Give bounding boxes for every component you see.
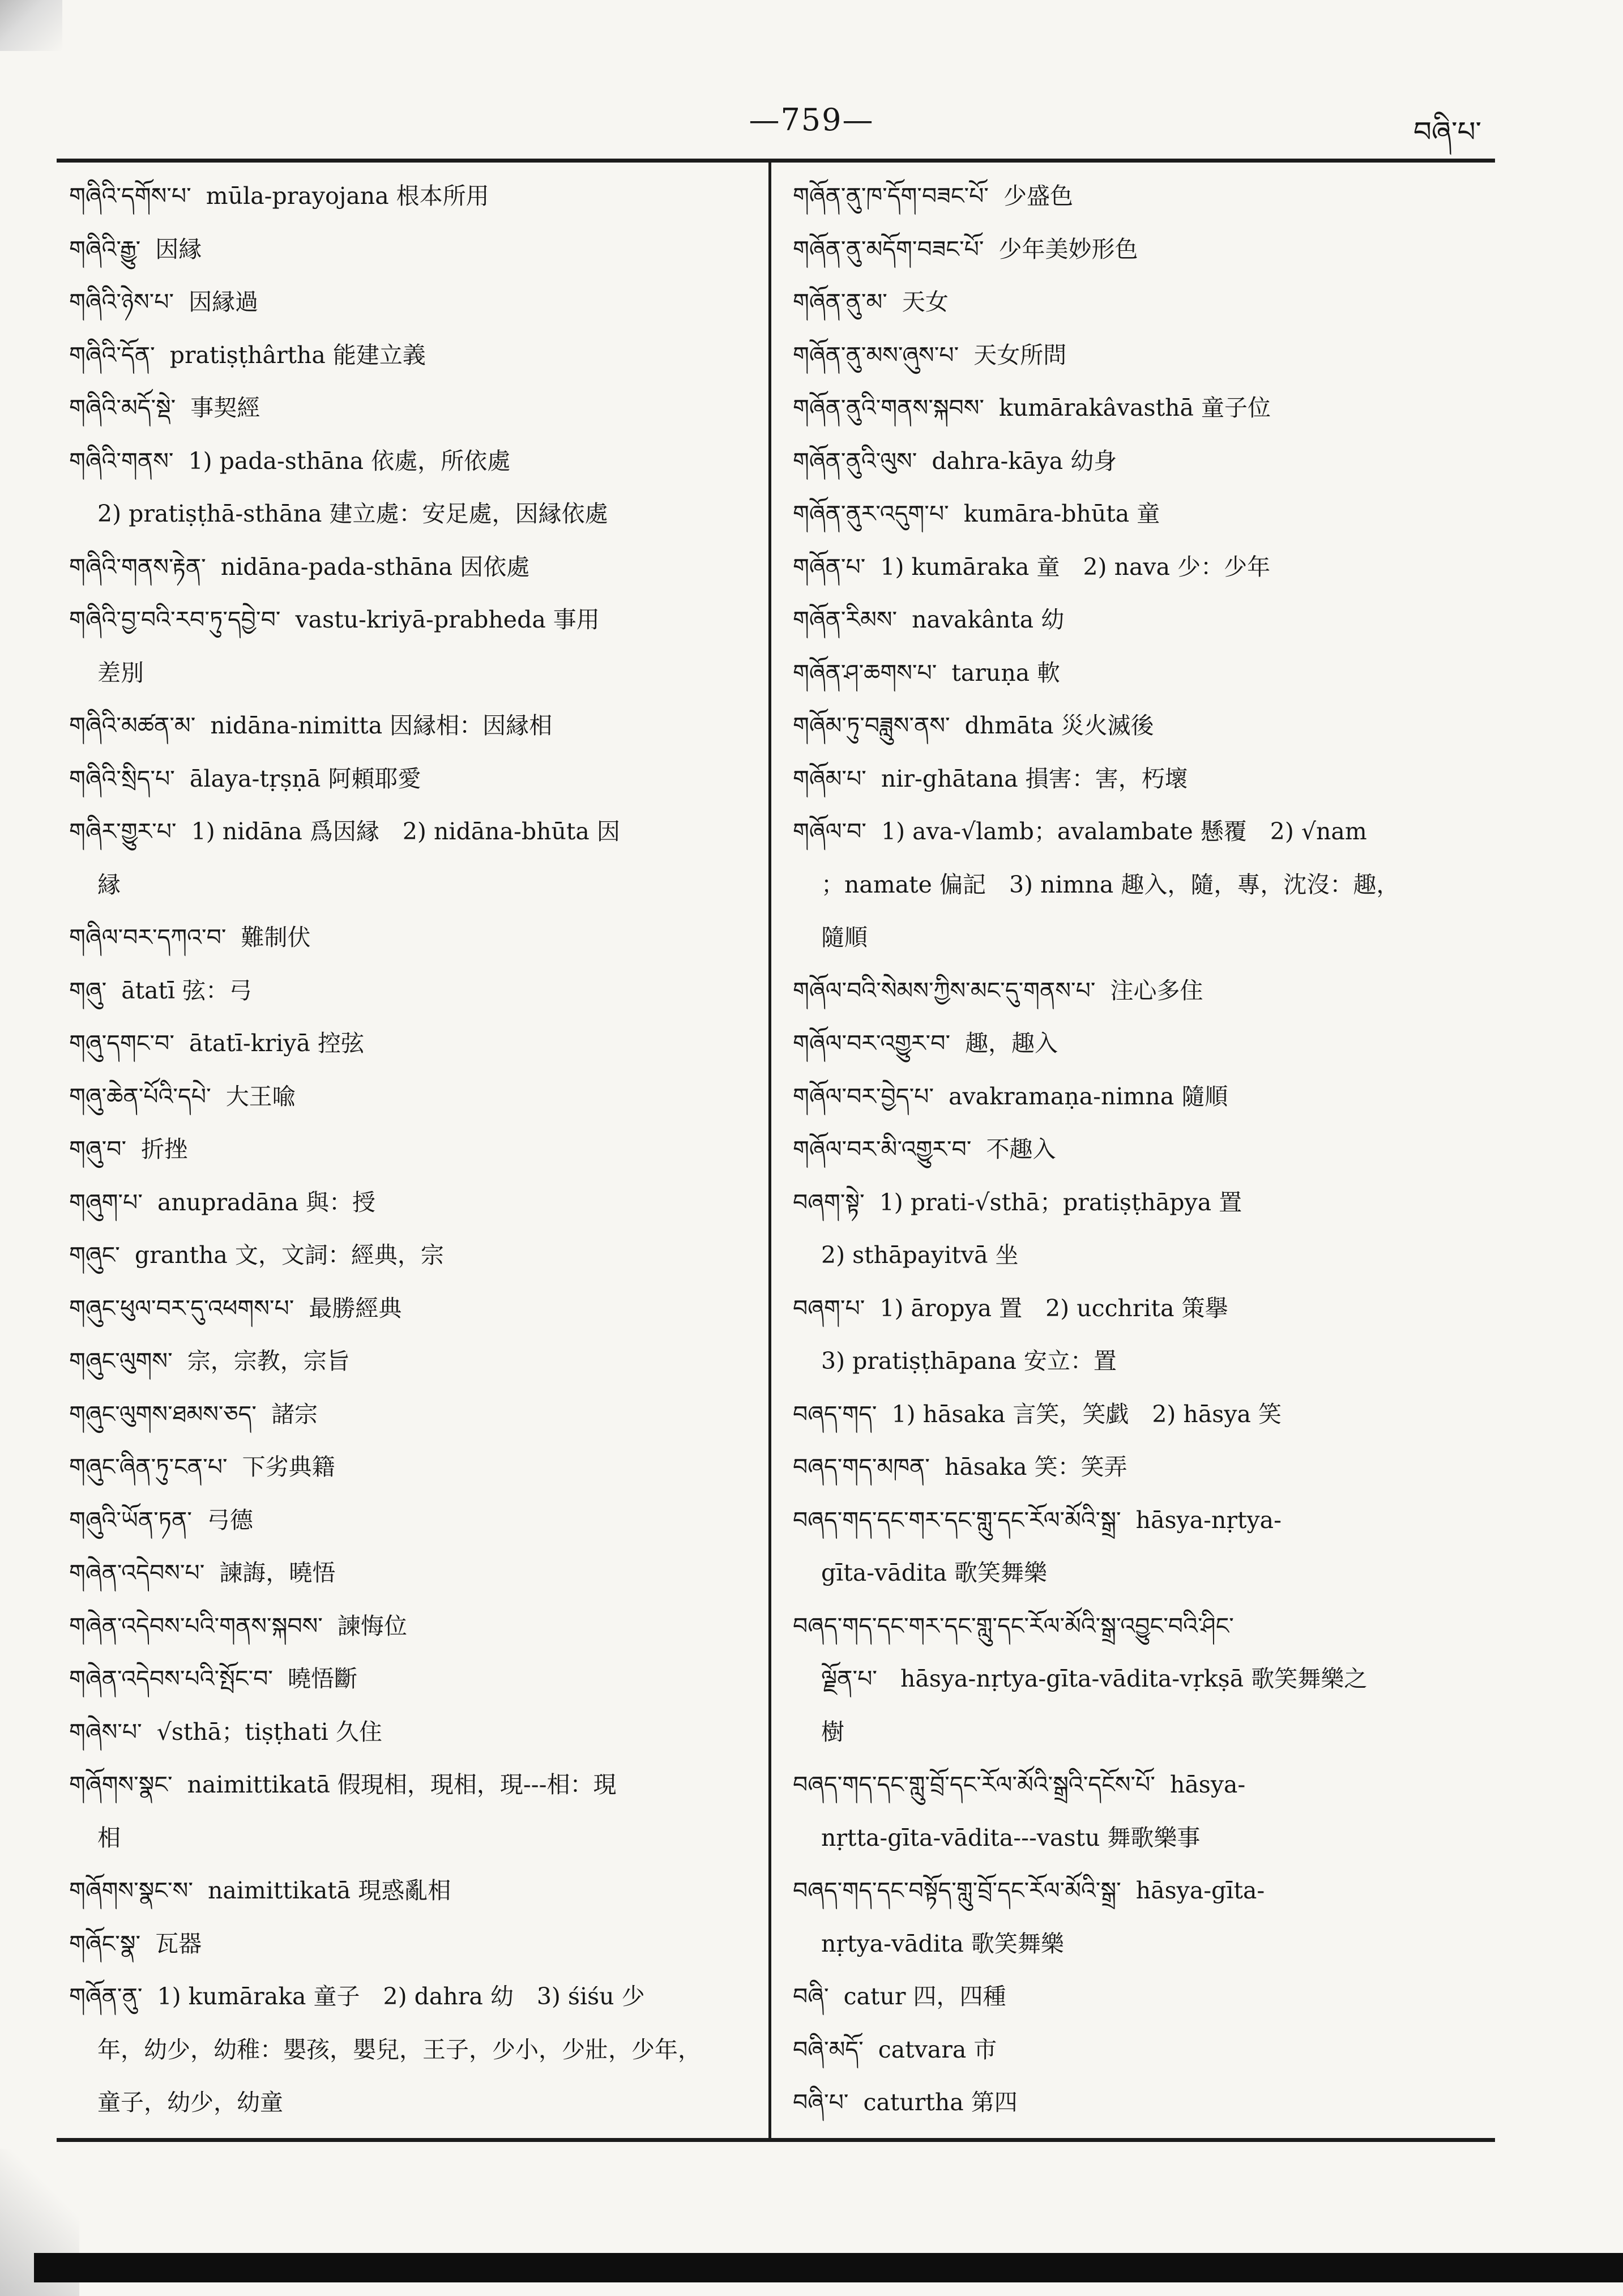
- dictionary-entry: [793, 965, 1472, 1018]
- entry-definition: 差別: [97, 659, 144, 686]
- dictionary-entry: [69, 911, 749, 965]
- tibetan-headword: གཞིའི་གནས་: [69, 447, 174, 475]
- page-number: —759—: [749, 102, 874, 138]
- dictionary-entry: [69, 1123, 749, 1176]
- tibetan-headword: གཞོལ་བར་འགྱུར་བ་: [793, 1030, 951, 1057]
- tibetan-headword: གཞོལ་བ་: [793, 818, 867, 845]
- entry-definition: catvara 市: [878, 2035, 997, 2063]
- entry-definition: 曉悟斷: [287, 1665, 357, 1692]
- dictionary-entry: [69, 276, 749, 329]
- entry-definition: 童子，幼少，幼童: [97, 2089, 283, 2116]
- tibetan-headword: གཞིའི་རྒྱུ་: [69, 235, 141, 263]
- tibetan-headword: བཞི་པ་: [793, 2089, 849, 2116]
- entry-definition: navakânta 幼: [912, 606, 1065, 633]
- tibetan-headword: གཞིའི་མདོ་སྡེ་: [69, 394, 176, 421]
- entry-definition: 相: [97, 1824, 121, 1851]
- entry-definition: 2) sthāpayitvā 坐: [821, 1241, 1019, 1269]
- dictionary-entry: [69, 435, 749, 488]
- dictionary-entry: [69, 1335, 749, 1388]
- tibetan-headword: གཞུ་དགང་བ་: [69, 1030, 174, 1057]
- tibetan-headword: བཞག་པ་: [793, 1294, 865, 1322]
- dictionary-entry-continuation: [793, 1918, 1472, 1971]
- dictionary-entry: [793, 1176, 1472, 1230]
- tibetan-headword: གཞིལ་བར་དཀའ་བ་: [69, 924, 227, 951]
- dictionary-entry: [793, 1759, 1472, 1812]
- dictionary-entry: [793, 1070, 1472, 1124]
- dictionary-entry: [793, 329, 1472, 382]
- entry-definition: hāsya-: [1169, 1771, 1246, 1798]
- dictionary-entry: [69, 382, 749, 435]
- dictionary-entry: [69, 1653, 749, 1706]
- entry-definition: naimittikatā 假現相，現相，現---相：現: [187, 1771, 617, 1798]
- entry-definition: 事契經: [190, 394, 260, 421]
- tibetan-headword: གཞིའི་སྲིད་པ་: [69, 765, 175, 792]
- entry-definition: hāsya-gīta-: [1135, 1877, 1265, 1904]
- entry-definition: anupradāna 與：授: [157, 1188, 376, 1216]
- dictionary-entry: [69, 1494, 749, 1547]
- dictionary-entry: [793, 1600, 1472, 1653]
- dictionary-entry: [69, 699, 749, 753]
- dictionary-entry: [69, 1918, 749, 1971]
- entry-definition: 縁: [97, 870, 121, 898]
- dictionary-entry-continuation: [69, 2024, 749, 2077]
- entry-definition: 少年美妙形色: [998, 235, 1138, 263]
- entry-definition: hāsya-nṛtya-: [1135, 1506, 1282, 1534]
- dictionary-entry: [69, 1017, 749, 1070]
- tibetan-headword: གཞོན་ནུའི་ལུས་: [793, 447, 917, 475]
- entry-definition: 1) ava-√lamb；avalambate 懸覆 2) √nam: [881, 818, 1367, 845]
- tibetan-headword: བཞད་གད་དང་གླུ་བྲོ་དང་རོལ་མོའི་སྒྲའི་དངོས་པོ་: [793, 1771, 1155, 1798]
- dictionary-entry: [793, 2076, 1472, 2129]
- tibetan-headword: གཞོན་རིམས་: [793, 606, 898, 633]
- entry-definition: 注心多住: [1110, 976, 1203, 1004]
- dictionary-entry-continuation: [793, 859, 1472, 912]
- tibetan-headword: གཞུག་པ་: [69, 1188, 143, 1216]
- entry-definition: 1) āropya 置 2) ucchrita 策擧: [879, 1294, 1228, 1322]
- dictionary-entry-continuation: [793, 1229, 1472, 1282]
- dictionary-entry: [793, 2024, 1472, 2077]
- entry-definition: ལྗོན་པ་ hāsya-nṛtya-gīta-vādita-vṛkṣā 歌笑舞樂之: [821, 1665, 1368, 1692]
- entry-definition: ātatī 弦：弓: [121, 976, 253, 1004]
- entry-definition: 2) pratiṣṭhā-sthāna 建立處：安足處，因縁依處: [97, 500, 608, 527]
- dictionary-entry: [793, 1123, 1472, 1176]
- dictionary-entry: [793, 435, 1472, 488]
- tibetan-headword: བཞད་གད་དང་གར་དང་གླུ་དང་རོལ་མོའི་སྒྲ་འབྱུང་བའི་ཤིང་: [793, 1612, 1234, 1640]
- entry-definition: 大王喩: [225, 1082, 296, 1110]
- dictionary-entry: [69, 329, 749, 382]
- entry-definition: 難制伏: [241, 924, 311, 951]
- entry-definition: catur 四，四種: [843, 1983, 1006, 2010]
- tibetan-headword: གཞོན་ཤ་ཆགས་པ་: [793, 659, 937, 686]
- tibetan-headword: གཞུང་ཞིན་ཏུ་ངན་པ་: [69, 1453, 228, 1480]
- entry-definition: 天女所問: [973, 341, 1067, 369]
- entry-definition: 瓦器: [155, 1930, 202, 1957]
- entry-definition: 諫悔位: [337, 1612, 407, 1640]
- tibetan-headword: གཞུ་: [69, 976, 107, 1004]
- dictionary-entry: [69, 805, 749, 859]
- tibetan-headword: བཞག་སྟེ་: [793, 1188, 865, 1216]
- tibetan-headword: གཞོགས་སྣང་: [69, 1771, 173, 1798]
- tibetan-headword: གཞིའི་གནས་རྟེན་: [69, 553, 206, 581]
- dictionary-entry: [69, 1600, 749, 1653]
- entry-definition: vastu-kriyā-prabheda 事用: [295, 606, 600, 633]
- tibetan-headword: གཞོན་ནུ་མས་ཞུས་པ་: [793, 341, 959, 369]
- dictionary-entry: [793, 1864, 1472, 1918]
- entry-definition: 年，幼少，幼稚：嬰孩，嬰兒，王子，少小，少壯，少年，: [97, 2035, 701, 2063]
- tibetan-headword: གཞུང་: [69, 1241, 120, 1269]
- entry-definition: 趣，趣入: [965, 1030, 1058, 1057]
- entry-definition: 少盛色: [1003, 182, 1073, 210]
- entry-definition: avakramaṇa-nimna 隨順: [949, 1082, 1228, 1110]
- dictionary-entry-continuation: [69, 2076, 749, 2129]
- dictionary-entry: [69, 541, 749, 594]
- tibetan-headword: བཞད་གད་དང་གར་དང་གླུ་དང་རོལ་མོའི་སྒྲ་: [793, 1506, 1121, 1534]
- entry-definition: 1) kumāraka 童子 2) dahra 幼 3) śiśu 少: [157, 1983, 645, 2010]
- dictionary-entry: [69, 223, 749, 276]
- tibetan-headword: བཞད་གད་མཁན་: [793, 1453, 930, 1480]
- tibetan-headword: གཞེས་པ་: [69, 1718, 142, 1746]
- left-column: [69, 170, 749, 2129]
- dictionary-entry: [793, 1970, 1472, 2024]
- entry-definition: gīta-vādita 歌笑舞樂: [821, 1559, 1048, 1586]
- right-column: [793, 170, 1472, 2129]
- entry-definition: pratiṣṭhârtha 能建立義: [169, 341, 426, 369]
- dictionary-entry: [69, 1441, 749, 1494]
- entry-definition: nidāna-pada-sthāna 因依處: [220, 553, 530, 581]
- dictionary-entry-continuation: [69, 488, 749, 541]
- dictionary-entry: [69, 170, 749, 223]
- tibetan-headword: བཞད་གད་: [793, 1400, 877, 1428]
- tibetan-headword: གཞུང་ལུགས་ཐམས་ཅད་: [69, 1400, 257, 1428]
- tibetan-headword: གཞོལ་བར་བྱེད་པ་: [793, 1082, 934, 1110]
- tibetan-headword: གཞུ་ཆེན་པོའི་དཔེ་: [69, 1082, 211, 1110]
- dictionary-entry: [793, 276, 1472, 329]
- tibetan-headword: གཞོམ་ཏུ་བཟླུས་ནས་: [793, 712, 950, 739]
- dictionary-entry-continuation: [69, 1812, 749, 1865]
- dictionary-entry: [69, 1282, 749, 1335]
- entry-definition: nṛtta-gīta-vādita---vastu 舞歌樂事: [821, 1824, 1201, 1851]
- tibetan-headword: གཞུང་ལུགས་: [69, 1347, 173, 1375]
- dictionary-entry: [793, 170, 1472, 223]
- dictionary-entry: [793, 753, 1472, 806]
- entry-definition: 樹: [821, 1718, 844, 1746]
- dictionary-entry: [69, 1970, 749, 2024]
- dictionary-entry: [793, 541, 1472, 594]
- dictionary-entry-continuation: [793, 1653, 1472, 1706]
- tibetan-headword: གཞོང་སྣ་: [69, 1930, 141, 1957]
- entry-definition: 諸宗: [271, 1400, 318, 1428]
- tibetan-headword: གཞིར་གྱུར་པ་: [69, 818, 177, 845]
- entry-definition: 1) nidāna 爲因縁 2) nidāna-bhūta 因: [191, 818, 620, 845]
- dictionary-entry: [793, 223, 1472, 276]
- entry-definition: ；namate 偏記 3) nimna 趣入，隨，專，沈沒：趣，: [821, 870, 1400, 898]
- dictionary-entry: [793, 1017, 1472, 1070]
- entry-definition: 弓德: [206, 1506, 253, 1534]
- tibetan-headword: གཞིའི་བྱ་བའི་རབ་ཏུ་དབྱེ་བ་: [69, 606, 281, 633]
- entry-definition: 不趣入: [986, 1136, 1056, 1163]
- entry-definition: 因縁: [155, 235, 202, 263]
- entry-definition: nṛtya-vādita 歌笑舞樂: [821, 1930, 1064, 1957]
- dictionary-entry: [69, 1229, 749, 1282]
- dictionary-entry: [793, 805, 1472, 859]
- dictionary-entry: [793, 1282, 1472, 1335]
- entry-definition: mūla-prayojana 根本所用: [206, 182, 489, 210]
- entry-definition: hāsaka 笑：笑弄: [944, 1453, 1127, 1480]
- tibetan-headword: གཞོལ་བར་མི་འགྱུར་བ་: [793, 1136, 972, 1163]
- dictionary-entry: [793, 699, 1472, 753]
- entry-definition: naimittikatā 現惑亂相: [207, 1877, 451, 1904]
- dictionary-entry-continuation: [69, 647, 749, 700]
- tibetan-headword: གཞོལ་བའི་སེམས་ཀྱིས་མང་དུ་གནས་པ་: [793, 976, 1096, 1004]
- tibetan-headword: གཞོན་ནུ་ཁ་དོག་བཟང་པོ་: [793, 182, 989, 210]
- entry-definition: ālaya-tṛṣṇā 阿頼耶愛: [189, 765, 421, 792]
- tibetan-headword: གཞེན་འདེབས་པ་: [69, 1559, 205, 1586]
- entry-definition: 因縁過: [189, 288, 259, 315]
- dictionary-entry: [793, 1441, 1472, 1494]
- entry-definition: caturtha 第四: [863, 2089, 1018, 2116]
- tibetan-headword: བཞི་: [793, 1983, 829, 2010]
- tibetan-headword: གཞིའི་དོན་: [69, 341, 155, 369]
- dictionary-entry-continuation: [793, 1706, 1472, 1759]
- tibetan-headword: གཞུང་ཕུལ་བར་དུ་འཕགས་པ་: [69, 1294, 294, 1322]
- dictionary-entry-continuation: [793, 1335, 1472, 1388]
- entry-definition: 諫誨，曉悟: [219, 1559, 336, 1586]
- dictionary-entry-continuation: [793, 1812, 1472, 1865]
- entry-definition: 1) kumāraka 童 2) nava 少：少年: [880, 553, 1271, 581]
- dictionary-entry: [793, 1494, 1472, 1547]
- tibetan-headword: གཞོན་ནུ་མདོག་བཟང་པོ་: [793, 235, 984, 263]
- dictionary-entry: [69, 594, 749, 647]
- dictionary-entry: [69, 1706, 749, 1759]
- dictionary-entry: [69, 1864, 749, 1918]
- tibetan-headword: བཞི་མདོ་: [793, 2035, 864, 2063]
- entry-definition: taruṇa 軟: [951, 659, 1061, 686]
- entry-definition: nir-ghātana 損害：害，朽壞: [881, 765, 1188, 792]
- entry-definition: 最勝經典: [309, 1294, 402, 1322]
- dictionary-entry: [69, 965, 749, 1018]
- entry-definition: 天女: [902, 288, 949, 315]
- tibetan-headword: གཞོགས་སྣང་ས་: [69, 1877, 193, 1904]
- bottom-rule: [57, 2138, 1495, 2142]
- tibetan-headword: གཞོན་ནུ་: [69, 1983, 143, 2010]
- dictionary-entry: [69, 1176, 749, 1230]
- dictionary-entry: [69, 753, 749, 806]
- entry-definition: 下劣典籍: [242, 1453, 335, 1480]
- entry-definition: 1) hāsaka 言笑，笑戯 2) hāsya 笑: [891, 1400, 1282, 1428]
- entry-definition: nidāna-nimitta 因縁相：因縁相: [210, 712, 553, 739]
- entry-definition: kumārakâvasthā 童子位: [999, 394, 1271, 421]
- entry-definition: kumāra-bhūta 童: [963, 500, 1160, 527]
- column-divider: [768, 162, 771, 2139]
- entry-definition: ātatī-kriyā 控弦: [189, 1030, 364, 1057]
- entry-definition: 3) pratiṣṭhāpana 安立：置: [821, 1347, 1117, 1375]
- tibetan-headword: གཞེན་འདེབས་པའི་གནས་སྐབས་: [69, 1612, 323, 1640]
- tibetan-headword: གཞིའི་དགོས་པ་: [69, 182, 191, 210]
- entry-definition: 隨順: [821, 924, 868, 951]
- dictionary-entry: [793, 647, 1472, 700]
- dictionary-entry: [793, 382, 1472, 435]
- entry-definition: grantha 文，文詞：經典，宗: [134, 1241, 444, 1269]
- entry-definition: dahra-kāya 幼身: [932, 447, 1117, 475]
- tibetan-headword: གཞིའི་ཉེས་པ་: [69, 288, 174, 315]
- tibetan-headword: གཞོམ་པ་: [793, 765, 866, 792]
- scan-shadow-corner: [0, 0, 62, 51]
- tibetan-headword: གཞུ་བ་: [69, 1136, 127, 1163]
- dictionary-entry: [69, 1070, 749, 1124]
- dictionary-entry: [69, 1547, 749, 1600]
- entry-definition: 1) pada-sthāna 依處，所依處: [188, 447, 511, 475]
- tibetan-headword: གཞོན་ནུར་འདུག་པ་: [793, 500, 949, 527]
- dictionary-entry: [793, 488, 1472, 541]
- entry-definition: √sthā；tiṣṭhati 久住: [156, 1718, 382, 1746]
- top-rule: [57, 159, 1495, 163]
- tibetan-headword: གཞོན་པ་: [793, 553, 866, 581]
- tibetan-headword: གཞོན་ནུའི་གནས་སྐབས་: [793, 394, 985, 421]
- running-head: བཞི་པ་: [1413, 116, 1481, 148]
- dictionary-entry: [793, 1388, 1472, 1441]
- tibetan-headword: གཞོན་ནུ་མ་: [793, 288, 887, 315]
- dictionary-entry-continuation: [69, 859, 749, 912]
- tibetan-headword: གཞེན་འདེབས་པའི་སྤོང་བ་: [69, 1665, 273, 1692]
- entry-definition: 折挫: [141, 1136, 188, 1163]
- entry-definition: dhmāta 災火滅後: [964, 712, 1154, 739]
- dictionary-entry-continuation: [793, 1547, 1472, 1600]
- scan-edge-bar: [34, 2253, 1623, 2282]
- tibetan-headword: གཞུའི་ཡོན་ཏན་: [69, 1506, 192, 1534]
- tibetan-headword: བཞད་གད་དང་བསྟོད་གླུ་བྲོ་དང་རོལ་མོའི་སྒྲ་: [793, 1877, 1121, 1904]
- dictionary-entry: [69, 1388, 749, 1441]
- tibetan-headword: གཞིའི་མཚན་མ་: [69, 712, 196, 739]
- dictionary-entry: [69, 1759, 749, 1812]
- dictionary-entry-continuation: [793, 911, 1472, 965]
- entry-definition: 宗，宗教，宗旨: [187, 1347, 350, 1375]
- entry-definition: 1) prati-√sthā；pratiṣṭhāpya 置: [879, 1188, 1242, 1216]
- dictionary-entry: [793, 594, 1472, 647]
